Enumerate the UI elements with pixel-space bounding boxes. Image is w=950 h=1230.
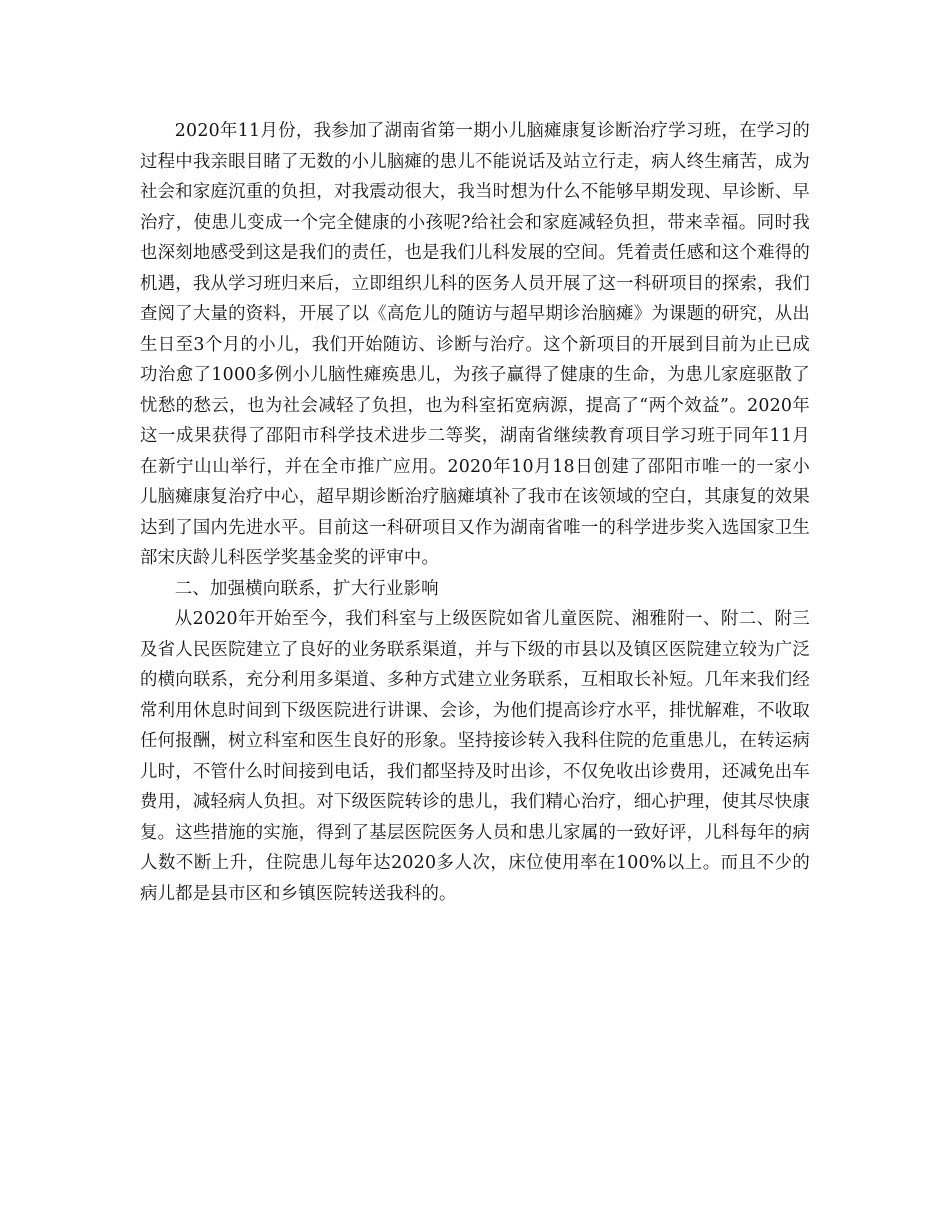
section-heading-horizontal-links: 二、加强横向联系，扩大行业影响	[174, 578, 439, 599]
paragraph-horizontal-links: 从2020年开始至今，我们科室与上级医院如省儿童医院、湘雅附一、附二、附三及省人民医院建立了良好的业务联系渠道，并与下级的市县以及镇区医院建立较为广泛的横向联系，充分利用多渠道、多种方式建立业务联系，互相取长补短。几年来我们经常利用休息时间到下级医院进行讲课、会诊，为他们提高诊疗水平，排忧解难，不收取任何报酬，树立科室和医生良好的形象。坚持接诊转入我科住院的危重患儿，在转运病儿时，不管什么时间接到电话，我们都坚持及时出诊，不仅免收出诊费用，还减免出车费用，减轻病人负担。对下级医院转诊的患儿，我们精心治疗，细心护理，使其尽快康复。这些措施的实施，得到了基层医院医务人员和患儿家属的一致好评，儿科每年的病人数不断上升，住院患儿每年达2020多人次，床位使用率在100%以上。而且不少的病儿都是县市区和乡镇医院转送我科的。	[140, 609, 810, 904]
document-body	[140, 116, 810, 909]
paragraph-research-project: 2020年11月份，我参加了湖南省第一期小儿脑瘫康复诊断治疗学习班，在学习的过程中我亲眼目睹了无数的小儿脑瘫的患儿不能说话及站立行走，病人终生痛苦，成为社会和家庭沉重的负担，对我震动很大，我当时想为什么不能够早期发现、早诊断、早治疗，使患儿变成一个完全健康的小孩呢?给社会和家庭减轻负担，带来幸福。同时我也深刻地感受到这是我们的责任，也是我们儿科发展的空间。凭着责任感和这个难得的机遇，我从学习班归来后，立即组织儿科的医务人员开展了这一科研项目的探索，我们查阅了大量的资料，开展了以《高危儿的随访与超早期诊治脑瘫》为课题的研究，从出生日至3个月的小儿，我们开始随访、诊断与治疗。这个新项目的开展到目前为止已成功治愈了1000多例小儿脑性瘫痪患儿，为孩子赢得了健康的生命，为患儿家庭驱散了忧愁的愁云，也为社会减轻了负担，也为科室拓宽病源，提高了“两个效益”。2020年这一成果获得了邵阳市科学技术进步二等奖，湖南省继续教育项目学习班于同年11月在新宁山山举行，并在全市推广应用。2020年10月18日创建了邵阳市唯一的一家小儿脑瘫康复治疗中心，超早期诊断治疗脑瘫填补了我市在该领域的空白，其康复的效果达到了国内先进水平。目前这一科研项目又作为湖南省唯一的科学进步奖入选国家卫生部宋庆龄儿科医学奖基金奖的评审中。	[140, 121, 810, 568]
